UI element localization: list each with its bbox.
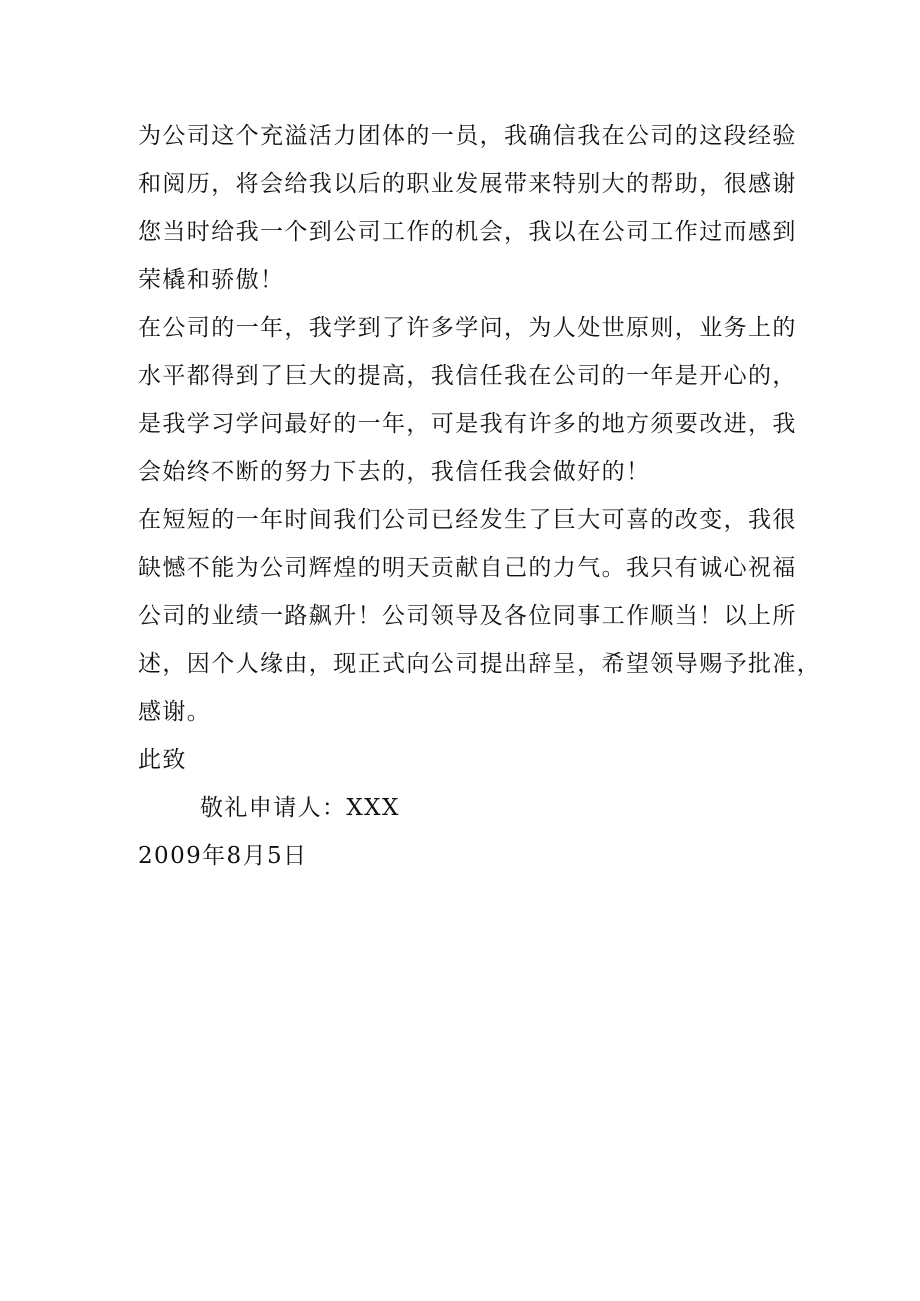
body-line-4: 荣橇和骄傲！ bbox=[138, 267, 285, 293]
body-line-6: 水平都得到了巨大的提高，我信任我在公司的一年是开心的， bbox=[138, 363, 797, 389]
body-line-1: 为公司这个充溢活力团体的一员，我确信我在公司的这段经验 bbox=[138, 123, 797, 149]
body-line-9: 在短短的一年时间我们公司已经发生了巨大可喜的改变，我很 bbox=[138, 507, 797, 533]
signature-line: 敬礼申请人：XXX bbox=[200, 795, 400, 821]
body-line-2: 和阅历，将会给我以后的职业发展带来特别大的帮助，很感谢 bbox=[138, 171, 797, 197]
body-line-8: 会始终不断的努力下去的，我信任我会做好的！ bbox=[138, 459, 651, 485]
closing-line: 此致 bbox=[138, 747, 187, 773]
body-line-3: 您当时给我一个到公司工作的机会，我以在公司工作过而感到 bbox=[138, 219, 797, 245]
body-line-7: 是我学习学问最好的一年，可是我有许多的地方须要改进，我 bbox=[138, 411, 797, 437]
body-line-13: 感谢。 bbox=[138, 699, 212, 725]
body-line-12: 述，因个人缘由，现正式向公司提出辞呈，希望领导赐予批准， bbox=[138, 651, 822, 677]
body-line-10: 缺憾不能为公司辉煌的明天贡献自己的力气。我只有诚心祝福 bbox=[138, 555, 797, 581]
body-line-5: 在公司的一年，我学到了许多学问，为人处世原则，业务上的 bbox=[138, 315, 797, 341]
date-line: 2009年8月5日 bbox=[138, 843, 308, 869]
body-line-11: 公司的业绩一路飙升！公司领导及各位同事工作顺当！以上所 bbox=[138, 603, 797, 629]
